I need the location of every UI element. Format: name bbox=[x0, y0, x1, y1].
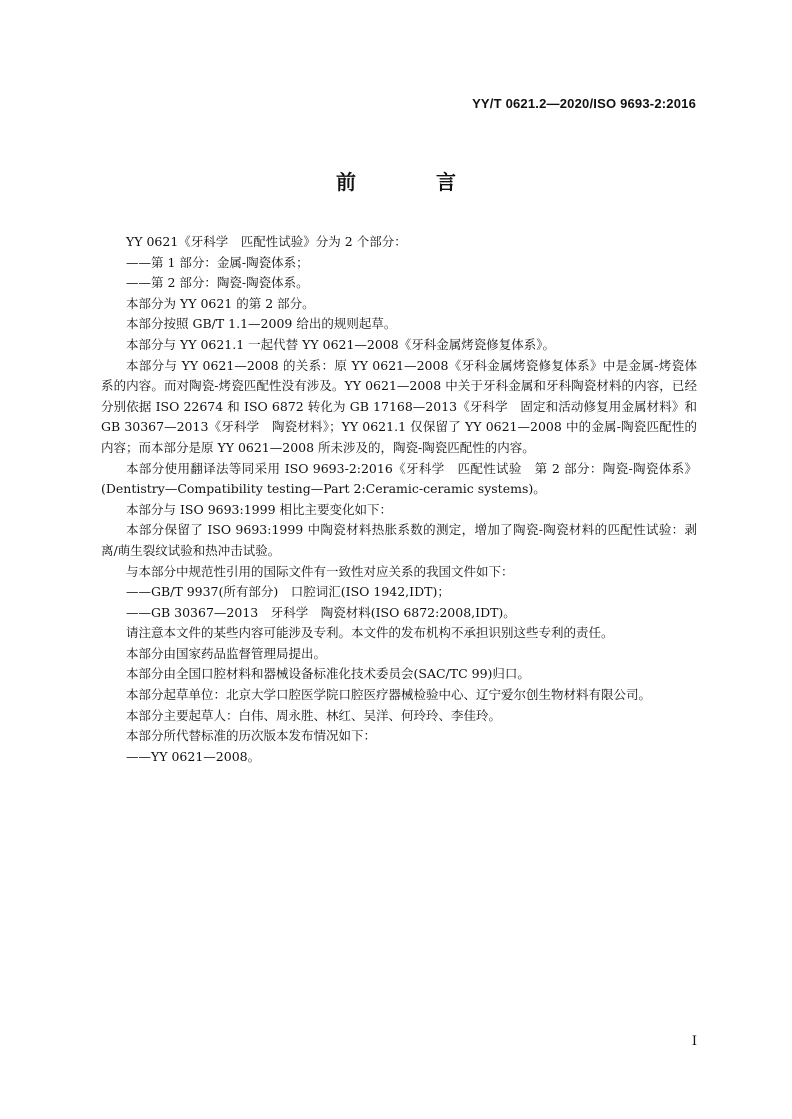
paragraph: ——GB/T 9937(所有部分) 口腔词汇(ISO 1942,IDT)； bbox=[126, 584, 450, 600]
paragraph: 本部分起草单位：北京大学口腔医学院口腔医疗器械检验中心、辽宁爱尔创生物材料有限公司。 bbox=[126, 687, 652, 703]
paragraph: 本部分保留了 ISO 9693:1999 中陶瓷材料热胀系数的测定，增加了陶瓷-陶瓷材料的匹配性试验：剥离/萌生裂纹试验和热冲击试验。 bbox=[101, 522, 697, 558]
paragraph: 本部分为 YY 0621 的第 2 部分。 bbox=[126, 295, 315, 311]
paragraph: 本部分与 YY 0621—2008 的关系：原 YY 0621—2008《牙科金属烤瓷修复体系》中是金属-烤瓷体系的内容。而对陶瓷-烤瓷匹配性没有涉及。YY 0621—2008 中关于牙科金属和牙科陶瓷材料的内容，已经分别依据 ISO 22674 和 ISO 6872 转化为 GB 17168—2013《牙科学 固定和活动修复用金属材料》和 GB 30367—2013《牙科学 陶瓷材料》；YY 0621.1 仅保留了 YY 0621—2008 中的金属-陶瓷匹配性的内容；而本部分是原 YY 0621—2008 所未涉及的，陶瓷-陶瓷匹配性的内容。 bbox=[101, 357, 697, 455]
page-number: I bbox=[691, 1034, 697, 1049]
paragraph: 本部分由国家药品监督管理局提出。 bbox=[126, 645, 327, 661]
paragraph: YY 0621《牙科学 匹配性试验》分为 2 个部分： bbox=[126, 234, 407, 249]
paragraph: ——第 1 部分：金属-陶瓷体系； bbox=[126, 254, 309, 270]
paragraph: 请注意本文件的某些内容可能涉及专利。本文件的发布机构不承担识别这些专利的责任。 bbox=[126, 625, 614, 641]
paragraph: 与本部分中规范性引用的国际文件有一致性对应关系的我国文件如下： bbox=[126, 563, 514, 579]
paragraph: 本部分使用翻译法等同采用 ISO 9693-2:2016《牙科学 匹配性试验 第 2 部分：陶瓷-陶瓷体系》(Dentistry—Compatibility testing—Part 2:Ceramic-ceramic systems)。 bbox=[101, 460, 697, 497]
page-title: 前 言 bbox=[336, 170, 486, 194]
paragraph: 本部分按照 GB/T 1.1—2009 给出的规则起草。 bbox=[126, 316, 397, 332]
paragraph: ——GB 30367—2013 牙科学 陶瓷材料(ISO 6872:2008,IDT)。 bbox=[126, 604, 516, 620]
paragraph: 本部分所代替标准的历次版本发布情况如下： bbox=[126, 728, 377, 744]
paragraph: 本部分由全国口腔材料和器械设备标准化技术委员会(SAC/TC 99)归口。 bbox=[126, 666, 530, 682]
document-code: YY/T 0621.2—2020/ISO 9693-2:2016 bbox=[472, 96, 696, 111]
paragraph: ——第 2 部分：陶瓷-陶瓷体系。 bbox=[126, 275, 309, 291]
foreword-body bbox=[101, 232, 697, 767]
paragraph: 本部分与 ISO 9693:1999 相比主要变化如下： bbox=[126, 501, 393, 517]
paragraph: ——YY 0621—2008。 bbox=[126, 748, 261, 764]
paragraph: 本部分主要起草人：白伟、周永胜、林红、吴洋、何玲玲、李佳玲。 bbox=[126, 707, 502, 723]
paragraph: 本部分与 YY 0621.1 一起代替 YY 0621—2008《牙科金属烤瓷修复体系》。 bbox=[126, 336, 555, 352]
